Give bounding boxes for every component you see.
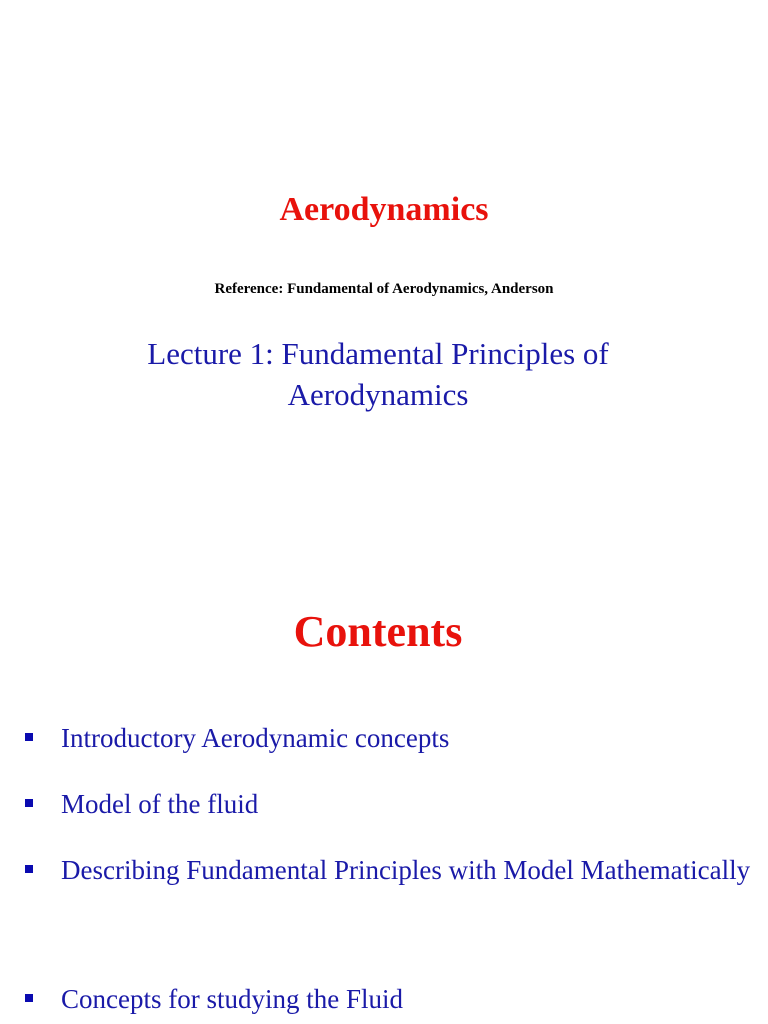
slide-title: Aerodynamics: [279, 191, 489, 228]
lecture-subtitle-line-1: Lecture 1: Fundamental Principles of: [147, 336, 609, 371]
list-item-text: Concepts for studying the Fluid: [61, 984, 403, 1014]
square-bullet-icon: [25, 994, 33, 1002]
reference-line: Reference: Fundamental of Aerodynamics, Anderson: [214, 281, 554, 297]
square-bullet-icon: [25, 799, 33, 807]
square-bullet-icon: [25, 733, 33, 741]
list-item-text: Introductory Aerodynamic concepts: [61, 723, 450, 753]
list-item-text: Model of the fluid: [61, 789, 259, 819]
list-item-text: Describing Fundamental Principles with Model Mathematically: [61, 855, 751, 885]
contents-heading: Contents: [293, 607, 463, 656]
square-bullet-icon: [25, 865, 33, 873]
lecture-subtitle-line-2: Aerodynamics: [287, 377, 469, 412]
lecture-subtitle: [0, 333, 756, 415]
